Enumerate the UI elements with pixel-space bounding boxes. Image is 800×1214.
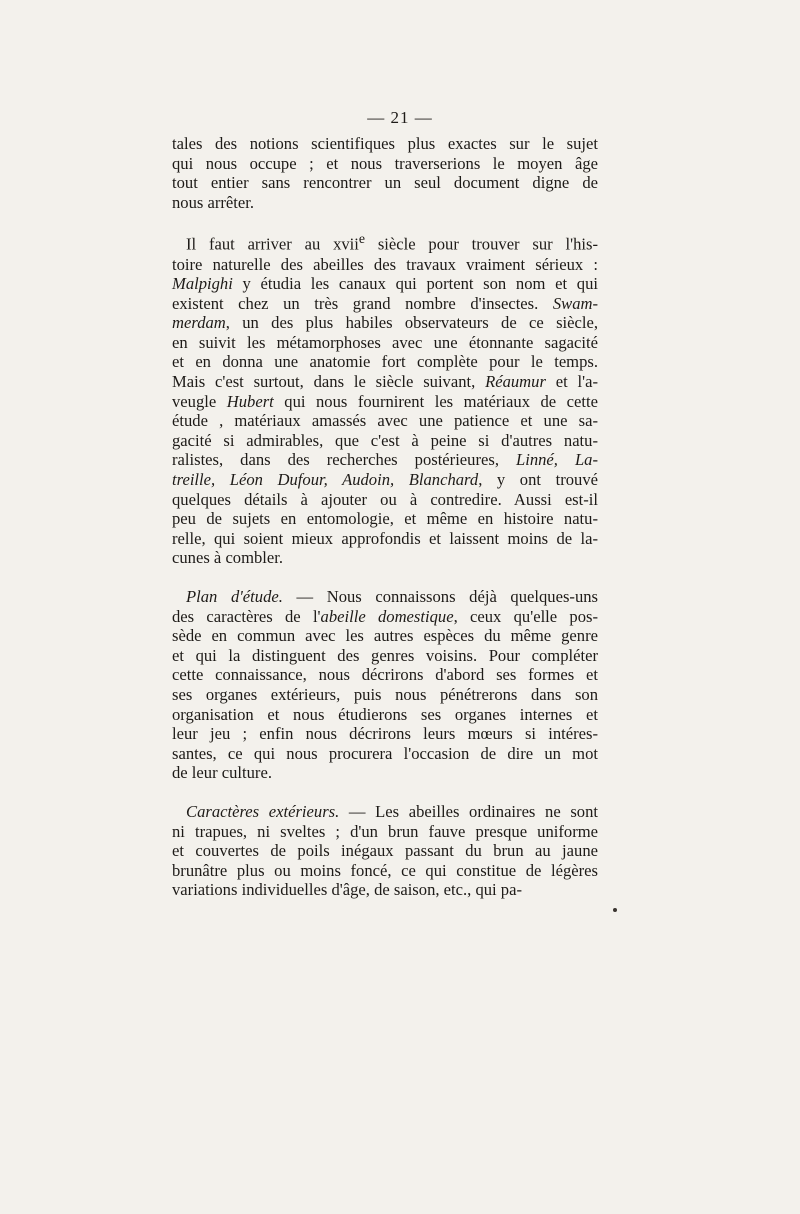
text-line: sède en commun avec les autres espèces du même genre [172,626,598,646]
text-line: merdam, un des plus habiles observateurs de ce siècle, [172,313,598,333]
text-line: nous arrêter. [172,192,255,212]
text-line: cunes à combler. [172,548,284,568]
paragraph [172,587,598,783]
text-line: tout entier sans rencontrer un seul document digne de [172,173,598,193]
text-line: Malpighi y étudia les canaux qui portent son nom et qui [172,274,598,294]
text-line: toire naturelle des abeilles des travaux vraiment sérieux : [172,254,598,274]
text-line: gacité si admirables, que c'est à peine si d'autres natu- [172,430,598,450]
paragraph [172,802,598,900]
text-line: étude , matériaux amassés avec une patience et une sa- [172,411,598,431]
text-line: cette connaissance, nous décrirons d'abord ses formes et [172,665,598,685]
text-line: ralistes, dans des recherches postérieures, Linné, La- [172,450,598,470]
text-line: brunâtre plus ou moins foncé, ce qui constitue de légères [172,860,598,880]
text-line: Plan d'étude. — Nous connaissons déjà quelques-uns [186,587,598,606]
body-text [172,134,598,900]
text-line: Caractères extérieurs. — Les abeilles ordinaires ne sont [186,801,598,821]
text-line: et couvertes de poils inégaux passant du brun au jaune [172,841,598,861]
text-line: veugle Hubert qui nous fournirent les matériaux de cette [172,391,598,411]
ink-spot [613,908,617,912]
text-line: Il faut arriver au xvii$^e$ siècle pour trouver sur l'his- [186,231,598,254]
text-line: relle, qui soient mieux approfondis et laissent moins de la- [172,528,598,548]
text-line: variations individuelles d'âge, de saison, etc., qui pa- [172,880,522,900]
text-line: quelques détails à ajouter ou à contredire. Aussi est-il [172,489,598,509]
text-line: en suivit les métamorphoses avec une étonnante sagacité [172,332,598,352]
text-line: qui nous occupe ; et nous traverserions le moyen âge [172,153,598,173]
paragraph [172,134,598,212]
text-line: existent chez un très grand nombre d'insectes. Swam- [172,293,598,313]
text-line: ses organes extérieurs, puis nous pénétrerons dans son [172,684,598,704]
text-line: de leur culture. [172,763,272,783]
text-line: ni trapues, ni sveltes ; d'un brun fauve presque uniforme [172,821,598,841]
text-line: treille, Léon Dufour, Audoin, Blanchard, y ont trouvé [172,470,598,490]
text-line: organisation et nous étudierons ses organes internes et [172,704,598,724]
text-line: tales des notions scientifiques plus exactes sur le sujet [172,134,598,153]
text-line: et en donna une anatomie fort complète pour le temps. [172,352,598,372]
text-line: santes, ce qui nous procurera l'occasion de dire un mot [172,743,598,763]
text-line: et qui la distinguent des genres voisins. Pour compléter [172,645,598,665]
page-number: — 21 — [367,108,433,127]
text-line: leur jeu ; enfin nous décrirons leurs mœurs si intéres- [172,724,598,744]
text-line: peu de sujets en entomologie, et même en histoire natu- [172,509,598,529]
paragraph [172,229,598,568]
text-line: des caractères de l'abeille domestique, ceux qu'elle pos- [172,606,599,626]
text-line: Mais c'est surtout, dans le siècle suivant, Réaumur et l'a- [172,372,598,392]
